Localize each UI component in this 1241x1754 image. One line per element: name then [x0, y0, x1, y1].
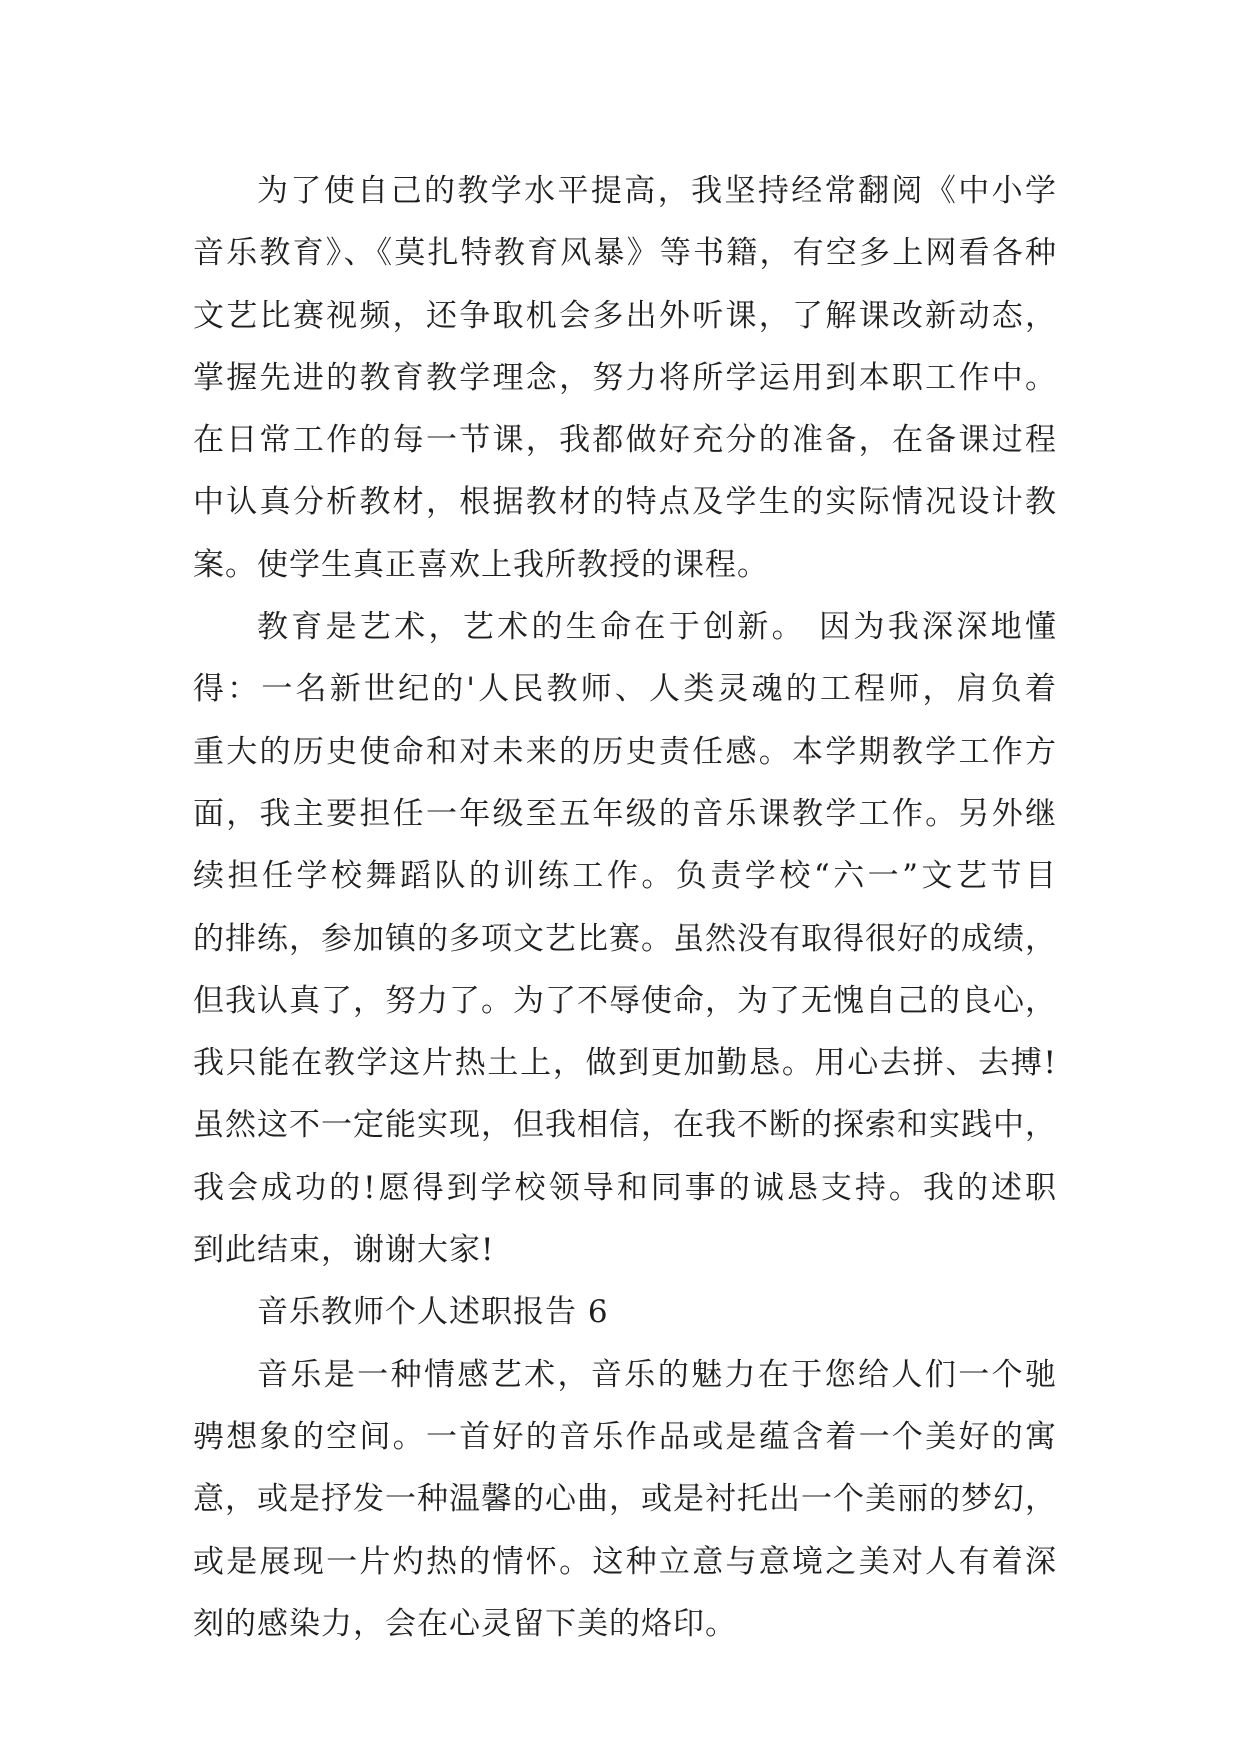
paragraph-3-line-5: 刻的感染力，会在心灵留下美的烙印。 [193, 1605, 737, 1642]
paragraph-1-line-4: 掌握先进的教育教学理念，努力将所学运用到本职工作中。 [193, 359, 1057, 396]
paragraph-2-line-10: 我会成功的!愿得到学校领导和同事的诚恳支持。我的述职 [193, 1169, 1057, 1206]
paragraph-1-line-2: 音乐教育》、《莫扎特教育风暴》等书籍，有空多上网看各种 [193, 235, 1057, 272]
paragraph-2-line-1: 教育是艺术，艺术的生命在于创新。 因为我深深地懂 [257, 609, 1057, 646]
paragraph-1-line-1: 为了使自己的教学水平提高，我坚持经常翻阅《中小学 [257, 173, 1057, 209]
paragraph-2-line-2: 得：一名新世纪的'人民教师、人类灵魂的工程师，肩负着 [193, 671, 1057, 708]
paragraph-2-line-3: 重大的历史使命和对未来的历史责任感。本学期教学工作方 [193, 733, 1057, 770]
paragraph-3-line-3: 意，或是抒发一种温馨的心曲，或是衬托出一个美丽的梦幻， [193, 1481, 1057, 1518]
paragraph-2-line-7: 但我认真了，努力了。为了不辱使命，为了无愧自己的良心， [193, 982, 1057, 1019]
paragraph-2-line-11: 到此结束，谢谢大家! [193, 1232, 495, 1269]
paragraph-1-line-5: 在日常工作的每一节课，我都做好充分的准备，在备课过程 [193, 422, 1057, 459]
paragraph-1-line-3: 文艺比赛视频，还争取机会多出外听课，了解课改新动态， [193, 297, 1057, 334]
paragraph-3-line-1: 音乐是一种情感艺术，音乐的魅力在于您给人们一个驰 [257, 1356, 1057, 1393]
paragraph-3-line-2: 骋想象的空间。一首好的音乐作品或是蕴含着一个美好的寓 [193, 1418, 1057, 1455]
section-heading: 音乐教师个人述职报告 6 [257, 1294, 609, 1331]
document-body [193, 160, 1057, 1655]
paragraph-2-line-8: 我只能在教学这片热土上，做到更加勤恳。用心去拼、去搏! [193, 1045, 1057, 1082]
paragraph-2-line-4: 面，我主要担任一年级至五年级的音乐课教学工作。另外继 [193, 795, 1057, 832]
paragraph-2-line-5: 续担任学校舞蹈队的训练工作。负责学校“六一”文艺节目 [193, 858, 1057, 895]
paragraph-2-line-9: 虽然这不一定能实现，但我相信，在我不断的探索和实践中， [193, 1107, 1057, 1144]
paragraph-1-line-6: 中认真分析教材，根据教材的特点及学生的实际情况设计教 [193, 484, 1057, 521]
paragraph-1-line-7: 案。使学生真正喜欢上我所教授的课程。 [193, 546, 769, 583]
paragraph-3-line-4: 或是展现一片灼热的情怀。这种立意与意境之美对人有着深 [193, 1543, 1057, 1580]
paragraph-2-line-6: 的排练，参加镇的多项文艺比赛。虽然没有取得很好的成绩， [193, 920, 1057, 957]
